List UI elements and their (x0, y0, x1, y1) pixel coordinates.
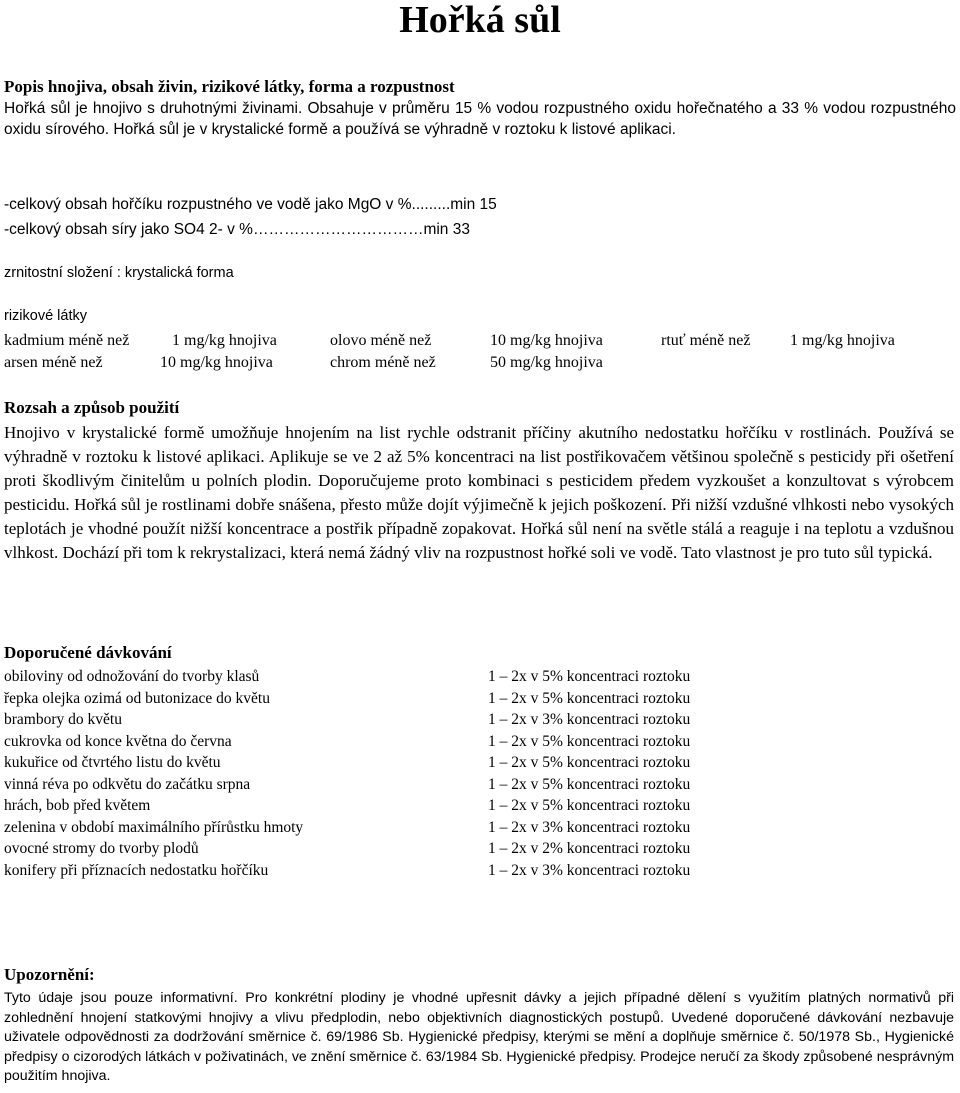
granulation-line: zrnitostní složení : krystalická forma (4, 265, 234, 281)
dosage-crop: brambory do květu (4, 711, 122, 728)
dosage-dose: 1 – 2x v 5% koncentraci roztoku (488, 732, 691, 750)
risk-row-2 (4, 352, 956, 374)
dosage-row (4, 688, 954, 710)
dosage-row (4, 817, 954, 839)
dosage-row (4, 752, 954, 774)
document-page (4, 0, 956, 1084)
risk-arsenic-value: 10 mg/kg hnojiva (160, 354, 273, 371)
risk-mercury-value: 1 mg/kg hnojiva (790, 332, 895, 349)
risk-lead-value: 10 mg/kg hnojiva (490, 332, 603, 349)
dosage-row (4, 666, 954, 688)
description-section (4, 76, 956, 140)
notice-text: Tyto údaje jsou pouze informativní. Pro konkrétní plodiny je vhodné upřesnit dávky a jejich případné dělení s využitím platných normativů při zohlednění hnojení statkovými hnojivy a vlivu předplodin, nebo objektivních diagnostických postupů. Uvedené doporučené dávkování nezbavuje uživatele odpovědnosti za dodržování směrnice č. 69/1986 Sb. Hygienické předpisy, kterými se mění a doplňuje směrnice č. 50/1978 Sb., Hygienické předpisy o cizorodých látkách v poživatinách, ve znění směrnice č. 63/1984 Sb. Hygienické předpisy. Prodejce neručí za škody způsobené nesprávným použitím hnojiva. (4, 990, 955, 1084)
dosage-dose: 1 – 2x v 3% koncentraci roztoku (488, 818, 691, 836)
dosage-dose: 1 – 2x v 5% koncentraci roztoku (488, 668, 691, 685)
usage-section (4, 396, 954, 565)
notice-section (4, 963, 954, 1087)
dosage-dose: 1 – 2x v 3% koncentraci roztoku (488, 861, 691, 879)
dosage-dose: 1 – 2x v 5% koncentraci roztoku (488, 754, 691, 771)
description-heading: Popis hnojiva, obsah živin, rizikové látky, forma a rozpustnost (4, 77, 455, 96)
dosage-crop: zelenina v období maximálního přírůstku hmoty (4, 818, 304, 836)
description-text: Hořká sůl je hnojivo s druhotnými živinami. Obsahuje v průměru 15 % vodou rozpustného oxidu hořečnatého a 33 % vodou rozpustného oxidu sírového. Hořká sůl je v krystalické formě a používá se výhradně v roztoku k listové aplikaci. (4, 100, 956, 138)
s-content-line: -celkový obsah síry jako SO4 2- v %……………………………min 33 (4, 221, 470, 238)
risk-lead-label: olovo méně než (330, 332, 432, 349)
dosage-crop: obiloviny od odnožování do tvorby klasů (4, 668, 260, 685)
dosage-row (4, 795, 954, 817)
risk-arsenic-label: arsen méně než (4, 354, 103, 371)
risk-chromium-value: 50 mg/kg hnojiva (490, 354, 603, 371)
dosage-row (4, 860, 954, 882)
dosage-table (4, 666, 954, 881)
dosage-crop: hrách, bob před květem (4, 797, 151, 814)
notice-heading: Upozornění: (4, 965, 95, 984)
risk-mercury-label: rtuť méně než (661, 332, 751, 349)
usage-heading: Rozsah a způsob použití (4, 398, 180, 417)
dosage-dose: 1 – 2x v 5% koncentraci roztoku (488, 689, 691, 707)
dosage-crop: cukrovka od konce května do června (4, 732, 232, 750)
dosage-crop: konifery při příznacích nedostatku hořčíku (4, 861, 269, 879)
mg-content-line: -celkový obsah hořčíku rozpustného ve vodě jako MgO v %.........min 15 (4, 196, 497, 213)
dosage-row (4, 838, 954, 860)
usage-text: Hnojivo v krystalické formě umožňuje hnojením na list rychle odstranit příčiny akutního nedostatku hořčíku v rostlinách. Používá se výhradně v roztoku k listové aplikaci. Aplikuje se ve 2 až 5% koncentraci na list postřikovačem většinou společně s pesticidy při ošetření proti škodlivým činitelům u polních plodin. Doporučujeme proto kombinaci s pesticidem předem vyzkoušet a konzultovat s výrobcem pesticidu. Hořká sůl je rostlinami dobře snášena, přesto může dojít výjimečně k jejich poškození. Při nižší vzdušné vlhkosti nebo vysokých teplotách je vhodné použít nižší koncentrace a postřik případně zopakovat. Hořká sůl není na světle stálá a reaguje i na teplotu a vzdušnou vlhkost. Dochází při tom k rekrystalizaci, která nemá žádný vliv na rozpustnost hořké soli ve vodě. Tato vlastnost je pro tuto sůl typická. (4, 423, 954, 562)
dosage-dose: 1 – 2x v 5% koncentraci roztoku (488, 775, 691, 793)
risk-heading: rizikové látky (4, 308, 87, 324)
risk-row-1 (4, 330, 956, 352)
dosage-dose: 1 – 2x v 3% koncentraci roztoku (488, 711, 691, 728)
dosage-row (4, 709, 954, 731)
risk-cadmium-label: kadmium méně než (4, 332, 130, 349)
dosage-heading: Doporučené dávkování (4, 643, 172, 662)
dosage-row (4, 731, 954, 753)
risk-cadmium-value: 1 mg/kg hnojiva (172, 332, 277, 349)
dosage-row (4, 774, 954, 796)
risk-chromium-label: chrom méně než (330, 354, 436, 371)
dosage-crop: kukuřice od čtvrtého listu do květu (4, 754, 221, 771)
page-title: Hořká sůl (399, 0, 561, 41)
dosage-section (4, 641, 954, 881)
dosage-dose: 1 – 2x v 2% koncentraci roztoku (488, 840, 691, 857)
dosage-crop: řepka olejka ozimá od butonizace do květu (4, 689, 270, 707)
dosage-dose: 1 – 2x v 5% koncentraci roztoku (488, 797, 691, 814)
dosage-crop: ovocné stromy do tvorby plodů (4, 840, 199, 857)
dosage-crop: vinná réva po odkvětu do začátku srpna (4, 775, 251, 793)
